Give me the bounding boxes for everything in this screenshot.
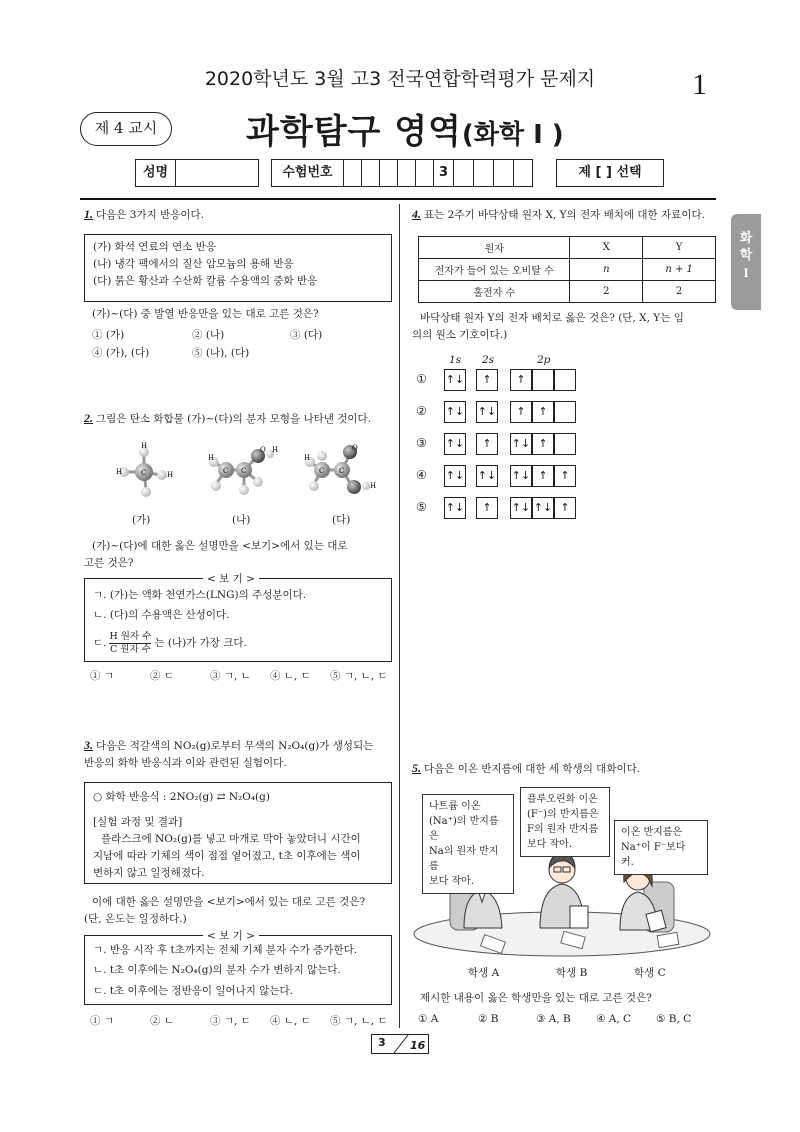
q3-choice-4[interactable]: ④ ㄴ, ㄷ [270, 1015, 311, 1027]
q5-choice-2[interactable]: ② B [478, 1013, 499, 1025]
svg-text:H: H [304, 454, 311, 462]
table-row [419, 259, 716, 281]
q3-stem-line2: 반응의 화학 반응식과 이와 관련된 실험이다. [84, 757, 287, 769]
student-a-speech-bubble: 나트륨 이온 (Na⁺)의 반지름은 Na의 원자 반지름 보다 작아. [422, 794, 514, 894]
orbital-box: ↑↓ [444, 369, 466, 391]
molecule-models [100, 440, 390, 510]
subject-side-tab: 화 학 I [731, 214, 761, 310]
q2-label-na: (나) [232, 514, 251, 526]
q3-stem-line1: 3. 다음은 적갈색의 NO₂(g)로부터 무색의 N₂O₄(g)가 생성되는 [84, 738, 374, 752]
q4-stem: 4. 표는 2주기 바닥상태 원자 X, Y의 전자 배치에 대한 자료이다. [412, 207, 705, 221]
q5-choice-5[interactable]: ⑤ B, C [656, 1013, 692, 1025]
q2-stem: 2. 그림은 탄소 화합물 (가)~(다)의 분자 모형을 나타낸 것이다. [84, 411, 372, 425]
q3-choice-3[interactable]: ③ ㄱ, ㄷ [210, 1015, 251, 1027]
molecule-da-model [304, 444, 376, 494]
svg-text:O: O [260, 446, 266, 454]
page-total: 16 [410, 1039, 426, 1052]
header-rule [80, 198, 716, 200]
choice-label: 제 [ ] 선택 [578, 165, 642, 180]
orbital-box: ↑ [532, 465, 554, 487]
page-counter [371, 1034, 429, 1054]
q2-question-line1: (가)~(다)에 대한 옳은 설명만을 <보기>에서 있는 대로 [92, 540, 348, 552]
orbital-box [532, 369, 554, 391]
orbital-box: ↑↓ [476, 401, 498, 423]
table-cell: 2 [643, 281, 716, 303]
table-cell: n [570, 259, 643, 281]
orbital-header-2s: 2s [482, 354, 495, 366]
q1-item-ga: (가) 화석 연료의 연소 반응 [93, 241, 216, 253]
q3-bogi-1: ㄱ. 반응 시작 후 t초까지는 전체 기체 분자 수가 증가한다. [93, 944, 358, 956]
q2-bogi-box [84, 573, 392, 662]
q1-choice-4[interactable]: ④ (가), (다) [92, 347, 150, 359]
svg-text:C: C [141, 469, 147, 477]
orbital-box: ↑↓ [444, 497, 466, 519]
q3-experiment-box [84, 782, 392, 884]
q2-bogi-2: ㄴ. (다)의 수용액은 산성이다. [93, 609, 230, 621]
q2-bogi-3: ㄷ. H 원자 수 C 원자 수 는 (나)가 가장 크다. [93, 631, 247, 655]
orbital-box: ↑ [476, 433, 498, 455]
svg-text:H: H [116, 468, 123, 476]
q5-choice-3[interactable]: ③ A, B [536, 1013, 571, 1025]
exam-number-digit: 3 [434, 160, 454, 186]
q2-choice-3[interactable]: ③ ㄱ, ㄴ [210, 670, 251, 682]
name-field[interactable] [135, 159, 259, 187]
q5-choice-4[interactable]: ④ A, C [596, 1013, 632, 1025]
orbital-header-1s: 1s [449, 354, 462, 366]
orbital-box: ↑ [554, 465, 576, 487]
q4-option-1-label[interactable]: ① [416, 372, 427, 386]
table-header: Y [643, 237, 716, 259]
q3-choice-5[interactable]: ⑤ ㄱ, ㄴ, ㄷ [330, 1015, 388, 1027]
q4-option-4-label[interactable]: ④ [416, 468, 427, 482]
q2-label-ga: (가) [132, 514, 151, 526]
column-rule [399, 204, 400, 1028]
choice-field[interactable] [556, 159, 664, 187]
q2-bogi-1: ㄱ. (가)는 액화 천연가스(LNG)의 주성분이다. [93, 589, 307, 601]
svg-text:C: C [241, 467, 247, 475]
q2-question-line2: 고른 것은? [84, 557, 134, 569]
student-b-figure [540, 854, 588, 928]
q4-option-2-label[interactable]: ② [416, 404, 427, 418]
orbital-box: ↑ [554, 497, 576, 519]
svg-text:H: H [208, 454, 215, 462]
molecule-na-model [208, 446, 278, 495]
q2-choice-2[interactable]: ② ㄷ [150, 670, 174, 682]
q1-choice-3[interactable]: ③ (다) [290, 329, 323, 341]
q1-stem: 1. 다음은 3가지 반응이다. [84, 207, 204, 221]
table-cell: n + 1 [643, 259, 716, 281]
orbital-box: ↑↓ [532, 497, 554, 519]
q2-choice-1[interactable]: ① ㄱ [90, 670, 114, 682]
orbital-box: ↑ [510, 369, 532, 391]
orbital-box: ↑↓ [444, 401, 466, 423]
q5-stem: 5. 다음은 이온 반지름에 대한 세 학생의 대화이다. [412, 761, 641, 775]
q2-bogi-3-numerator: H 원자 수 [109, 631, 152, 642]
orbital-box [554, 369, 576, 391]
q1-choice-1[interactable]: ① (가) [92, 329, 125, 341]
q3-process-1: 플라스크에 NO₂(g)를 넣고 마개로 막아 놓았더니 시간이 [101, 833, 361, 845]
orbital-box [554, 433, 576, 455]
q4-option-3-label[interactable]: ③ [416, 436, 427, 450]
q2-choice-4[interactable]: ④ ㄴ, ㄷ [270, 670, 311, 682]
q3-question-line2: (단, 온도는 일정하다.) [84, 913, 187, 925]
q3-choice-1[interactable]: ① ㄱ [90, 1015, 114, 1027]
orbital-box: ↑↓ [476, 465, 498, 487]
orbital-box: ↑ [532, 433, 554, 455]
subject-title [246, 104, 564, 153]
table-row [419, 237, 716, 259]
q5-choice-1[interactable]: ① A [418, 1013, 439, 1025]
orbital-box: ↑↓ [444, 433, 466, 455]
svg-text:H: H [272, 446, 279, 454]
q4-option-5-label[interactable]: ⑤ [416, 500, 427, 514]
svg-text:H: H [370, 482, 377, 490]
q1-question: (가)~(다) 중 발열 반응만을 있는 대로 고른 것은? [92, 308, 319, 320]
q1-choice-2[interactable]: ② (나) [192, 329, 225, 341]
student-c-label: 학생 C [634, 967, 666, 979]
table-cell: 2 [570, 281, 643, 303]
svg-text:O: O [352, 444, 358, 452]
orbital-box: ↑ [532, 401, 554, 423]
orbital-box: ↑↓ [510, 497, 532, 519]
svg-text:H: H [167, 471, 174, 479]
q3-process-3: 변하지 않고 일정해졌다. [93, 867, 205, 879]
student-b-speech-bubble: 플루오린화 이온 (F⁻)의 반지름은 F의 원자 반지름 보다 작아. [520, 787, 610, 857]
q3-bogi-box [84, 930, 392, 1005]
q2-bogi-3-denominator: C 원자 수 [109, 644, 151, 655]
orbital-box: ↑↓ [444, 465, 466, 487]
page-current: 3 [378, 1036, 386, 1049]
molecule-ga-model [116, 442, 173, 497]
exam-number-field[interactable] [271, 159, 533, 187]
q3-bogi-3: ㄷ. t초 이후에는 정반응이 일어나지 않는다. [93, 985, 294, 997]
q1-item-box [84, 234, 392, 302]
q4-question-line2: 의의 원소 기호이다.) [412, 329, 508, 341]
q3-process-2: 지남에 따라 기체의 색이 점점 옅어졌고, t초 이후에는 색이 [93, 850, 361, 862]
q1-item-da: (다) 묽은 황산과 수산화 칼륨 수용액의 중화 반응 [93, 275, 318, 287]
q3-choice-2[interactable]: ② ㄴ [150, 1015, 174, 1027]
q2-bogi-title: < 보 기 > [203, 571, 259, 586]
svg-text:C: C [339, 467, 345, 475]
svg-text:C: C [319, 467, 325, 475]
q4-question-line1: 바닥상태 원자 Y의 전자 배치로 옳은 것은? (단, X, Y는 임 [420, 312, 684, 324]
orbital-box [554, 401, 576, 423]
svg-text:C: C [223, 467, 229, 475]
q2-choice-5[interactable]: ⑤ ㄱ, ㄴ, ㄷ [330, 670, 388, 682]
exam-title: 2020학년도 3월 고3 전국연합학력평가 문제지 [204, 68, 596, 90]
svg-text:H: H [141, 442, 148, 450]
subject-main: 과학탐구 영역 [246, 112, 462, 152]
q3-question-line1: 이에 대한 옳은 설명만을 <보기>에서 있는 대로 고른 것은? [92, 896, 366, 908]
student-b-label: 학생 B [556, 967, 588, 979]
orbital-box: ↑ [510, 401, 532, 423]
q1-choice-5[interactable]: ⑤ (나), (다) [192, 347, 250, 359]
q2-label-da: (다) [332, 514, 351, 526]
orbital-box: ↑ [476, 497, 498, 519]
student-a-label: 학생 A [468, 967, 500, 979]
orbital-box: ↑ [476, 369, 498, 391]
exam-number-label: 수험번호 [272, 160, 344, 186]
q3-process-title: [실험 과정 및 결과] [93, 816, 183, 828]
table-header: 원자 [419, 237, 570, 259]
orbital-box: ↑↓ [510, 433, 532, 455]
table-cell: 전자가 들어 있는 오비탈 수 [419, 259, 570, 281]
name-label: 성명 [136, 160, 176, 186]
q3-equation: ○ 화학 반응식 : 2NO₂(g) ⇄ N₂O₄(g) [93, 791, 270, 803]
q3-bogi-title: < 보 기 > [203, 928, 259, 943]
page-number: 1 [692, 68, 707, 101]
q1-item-na: (나) 냉각 팩에서의 질산 암모늄의 용해 반응 [93, 258, 294, 270]
period-badge: 제 4 교시 [80, 112, 172, 146]
q5-question: 제시한 내용이 옳은 학생만을 있는 대로 고른 것은? [420, 992, 652, 1004]
subject-sub: (화학 I ) [461, 120, 564, 150]
table-cell: 홀전자 수 [419, 281, 570, 303]
table-row [419, 281, 716, 303]
orbital-box: ↑↓ [510, 465, 532, 487]
table-header: X [570, 237, 643, 259]
orbital-header-2p: 2p [537, 354, 551, 366]
q3-bogi-2: ㄴ. t초 이후에는 N₂O₄(g)의 분자 수가 변하지 않는다. [93, 964, 341, 976]
student-c-speech-bubble: 이온 반지름은 Na⁺이 F⁻보다 커. [614, 820, 708, 875]
q4-data-table [418, 236, 716, 303]
